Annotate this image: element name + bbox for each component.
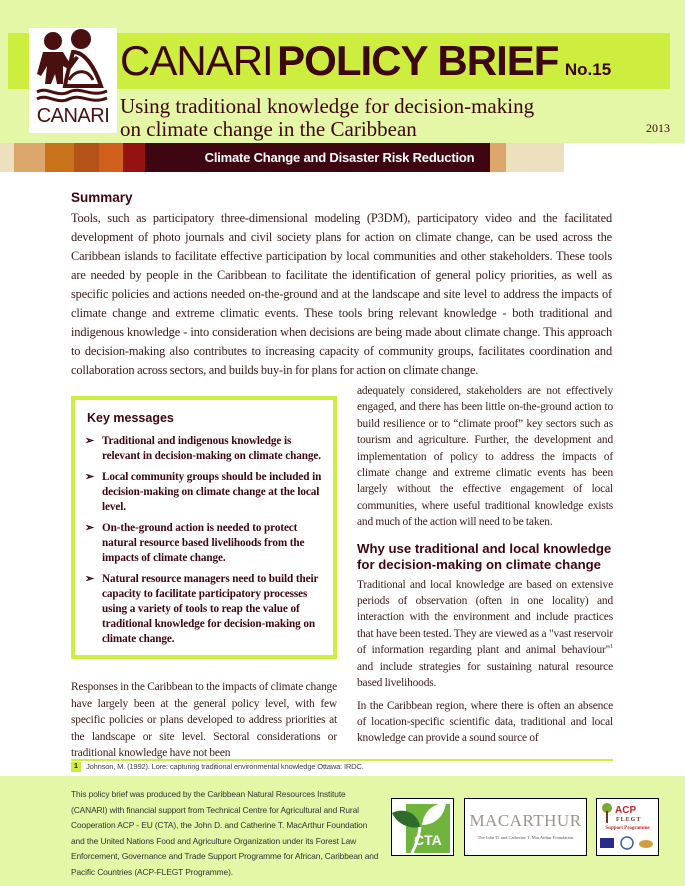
topic-banner: Climate Change and Disaster Risk Reduction [189,143,490,172]
cta-logo-text: CTA [414,832,442,848]
flegt-support-text: Support Programme [605,826,650,831]
canari-logo [29,28,117,133]
brief-subtitle [120,95,534,141]
macarthur-logo-text: MACARTHUR [469,811,582,830]
flegt-acp-text: ACP [615,805,637,816]
footer [0,776,685,886]
color-stripe [14,143,45,172]
acp-flegt-logo [596,798,659,856]
responses-paragraph: Responses in the Caribbean to the impacts of climate change have largely been at the general policy level, with few specific policies or plans developed to address priorities at the landscape or site level. Sectoral considerations or traditional knowledge have not been [71,681,337,760]
publication-year: 2013 [646,121,670,135]
paragraph-text: Traditional and local knowledge are based on extensive periods of observation (often in one locality) and interaction with the environment and include practices that have been tested. They are viewed as a "vast reservoir of information regarding plant and animal behaviour" [357,578,613,657]
cta-logo [391,798,454,856]
footnote-text: Johnson, M. (1992). Lore: capturing traditional environmental knowledge Ottawa: IRDC. [86,762,364,771]
key-messages-list [85,434,323,647]
key-message-text: Natural resource managers need to build their capacity to facilitate participatory processes using a variety of tools to reap the value of traditional knowledge for decision-making on climate change. [102,573,319,645]
eu-flag-icon [600,838,614,848]
paragraph-text: and include strategies for sustaining natural resource based livelihoods. [357,660,613,690]
macarthur-logo [464,798,587,856]
macarthur-logo-subtext: The John D. and Catherine T. MacArthur Foundation [477,835,574,840]
key-message-item [85,434,323,464]
key-messages-heading: Key messages [87,411,174,425]
summary-section [71,189,612,380]
issue-number: No.15 [564,60,612,79]
right-column [357,383,613,747]
key-message-item [85,572,323,647]
flegt-name-text: FLEGT [616,817,642,823]
why-heading: Why use traditional and local knowledge for decision-making on climate change [357,540,612,572]
key-message-text: Local community groups should be included in decision-making on climate change at the local level. [102,471,322,513]
brief-title [120,33,611,89]
acp-emblem-icon [639,840,653,848]
color-stripe [45,143,74,172]
footnote-divider [71,759,613,761]
arrow-bullet-icon: ➢ [85,471,95,483]
key-message-item [85,470,323,515]
title-org: CANARI [120,37,273,84]
key-messages-box [71,396,337,659]
subtitle-line-1: Using traditional knowledge for decision-making [120,94,535,118]
footnote-number: 1 [71,762,81,772]
logo-wordmark: CANARI [36,105,110,127]
fao-emblem-icon [621,837,633,849]
key-message-text: Traditional and indigenous knowledge is relevant in decision-making on climate change. [102,435,321,462]
color-stripe [99,143,123,172]
caribbean-region-paragraph: In the Caribbean region, where there is often an absence of location-specific scientific data, traditional and local knowledge can provide a sound source of [357,699,613,745]
key-message-item [85,521,323,566]
left-column [71,396,337,762]
summary-heading: Summary [71,190,133,205]
traditional-knowledge-paragraph [357,577,613,692]
arrow-bullet-icon: ➢ [85,435,95,447]
arrow-bullet-icon: ➢ [85,522,95,534]
subtitle-line-2: on climate change in the Caribbean [120,117,417,141]
summary-paragraph: Tools, such as participatory three-dimensional modeling (P3DM), participatory video and the facilitated development of photo journals and civil society plans for action on climate change, can be used across the Caribbean islands to facilitate effective participation by local communities and other stakeholders. These tools are needed by people in the Caribbean to facilitate the identification of general policy priorities, as well as specific policies and actions needed on-the-ground and at the landscape and site level to address the impacts of climate change and extreme climatic events. These tools bring relevant knowledge - both traditional and indigenous knowledge - into consideration when decisions are being made about climate change. This approach to decision-making also contributes to increasing capacity of community groups, facilitates coordination and collaboration across sectors, and builds buy-in for plans for action on climate change. [71,211,612,377]
color-stripe [123,143,145,172]
color-stripe [506,143,564,172]
arrow-bullet-icon: ➢ [85,573,95,585]
key-message-text: On-the-ground action is needed to protect natural resource based livelihoods from the impacts of climate change. [102,522,305,564]
engagement-paragraph: adequately considered, stakeholders are not effectively engaged, and there has been little on-the-ground action to build resilience or to “climate proof” key sectors such as tourism and agriculture. Further, the development and implementation of policy to address the impacts of climate change and extreme climatic events has been largely without the effective engagement of local communities, where useful traditional knowledge exists and much of the action will need to be taken. [357,385,613,529]
title-main: POLICY BRIEF [277,37,559,84]
footnote-reference[interactable]: 1 [610,644,613,651]
canari-figures-icon [29,28,117,108]
color-stripe [74,143,99,172]
footer-credits: This policy brief was produced by the Caribbean Natural Resources Institute (CANARI) with financial support from Technical Centre for Agricultural and Rural Cooperation ACP - EU (CTA), the John D. and Catherine T. MacArthur Foundation and the United Nations Food and Agriculture Organization under its Forest Law Enforcement, Governance and Trade Support Programme for African, Caribbean and Pacific Countries (ACP-FLEGT Programme). [71,789,379,877]
color-stripe [0,143,14,172]
